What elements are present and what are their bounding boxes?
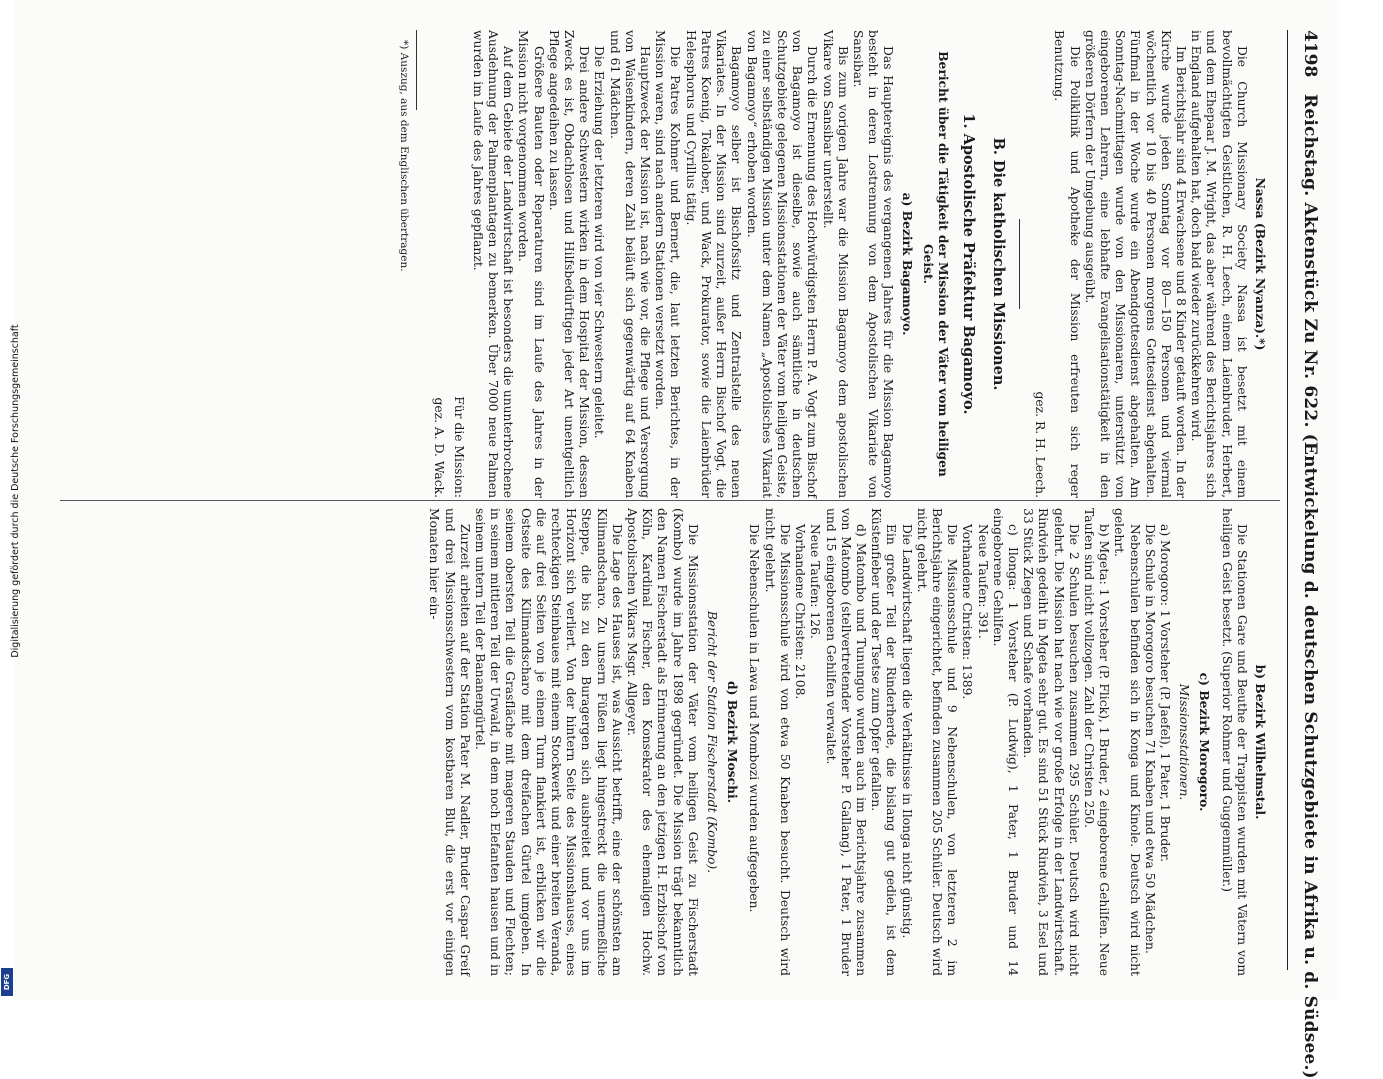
right-column (426, 508, 1274, 976)
paragraph: Die 2 Schulen besuchen zusammen 295 Schüler. Deutsch wird nicht gelehrt. Die Mission hat nach wie vor große Erfolge in der Landwirtschaft. Rindvieh gedeiht in Mgeta sehr gut. Es sind 51 Stück Rindvieh, 3 Esel und 33 Stück Ziegen und Schafe vorhanden. (1021, 508, 1081, 976)
paragraph: Durch die Ernennung des Hochwürdigsten Herrn P. A. Vogt zum Bischof von Bagamoyo ist dieselbe, sowie auch sämtliche in deutschen Schutzgebiete gelegenen Missionsstationen der Väter vom heiligen Geiste, zu einer selbständigen Mission unter dem Namen „Apostolisches Vikariat von Bagamoyo“ erhoben worden. (744, 30, 820, 498)
paragraph: Ein großer Teil der Rinderherde, die bislang gut gedieh, ist dem Küstenfieber und der Tsetse zum Opfer gefallen. (869, 508, 899, 976)
nassa-heading: Nassa (Bezirk Nyanza).*) (1253, 177, 1268, 351)
paragraph: Größere Bauten oder Reparaturen sind im Laufe des Jahres in der Mission nicht vorgenommen worden. (516, 30, 546, 498)
header-title: Reichstag. Aktenstück Zu Nr. 622. (Entwickelung d. deutschen Schutzgebiete in Afrika u. d. Südsee.) (1300, 94, 1320, 1079)
paragraph: Die Missionsschule wird von etwa 50 Knaben besucht. Deutsch wird nicht gelehrt. (762, 508, 792, 976)
paragraph: Hauptzweck der Mission ist, nach wie vor, die Pflege und Versorgung von Waisenkindern, deren Zahl beläuft sich gegenwärtig auf 64 Knaben und 61 Mädchen. (607, 30, 653, 498)
paragraph: a) Morogoro: 1 Vorsteher (P. Jaefel), 1 Pater, 1 Bruder. (1157, 524, 1172, 863)
paragraph: Auf dem Gebiete der Landwirtschaft ist besonders die ununterbrochene Ausdehnung der Palmenplantagen zu bemerken. Über 7000 neue Palmen wurden im Laufe des Jahres gepflanzt. (470, 30, 516, 498)
paragraph: Vorhandene Christen: 1389. (960, 524, 975, 700)
district-heading: a) Bezirk Bagamoyo. (899, 192, 915, 336)
paragraph: Die Lage des Hauses ist, was Aussicht betrifft, eine der schönsten am Kilimandscharo. Zu unsern Füßen liegt hingestreckt die unermeßliche Steppe, die bis zu den Buragergen sich ausbreitet und vor uns im Horizont sich verliert. Von der hintern Seite des Missionshauses, eines rechteckigen Steinbaues mit einem Stockwerk und einer breiten Veranda, die auf drei Seiten von je einem Turm flankiert ist, erblicken wir die Ostseite des Kilimandscharo mit dem dreifachen Gürtel umgeben. In seinem obersten Teil die Grasfläche mit mageren Stauden und Flechten; in seinem mittleren Teil der Urwald, in dem noch Elefanten hausen und in seinem untern Teil der Bananengürtel. (473, 508, 624, 976)
column-divider (60, 500, 1280, 501)
paragraph: Die Church Missionary Society Nassa ist besetzt mit einem bevollmächtigten Geistlichen, R. H. Leech, einem Laienbruder, Herbert, und dem Ehepaar J. M. Wright, das aber während des Berichtsjahres sich in England aufgehalten hat, doch bald wieder zurückkehren wird. (1189, 30, 1249, 498)
signature: Für die Mission: (451, 396, 466, 498)
section-subheading: Bericht über die Tätigkeit der Mission der Väter vom heiligen Geist. (920, 51, 951, 477)
section-heading: 1. Apostolische Präfektur Bagamoyo. (959, 113, 977, 415)
signature: gez. A. D. Wack. (432, 397, 447, 498)
section-rule (1019, 219, 1020, 309)
paragraph: Im Berichtsjahr sind 4 Erwachsene und 8 Kinder getauft worden. In der Kirche wurde jeden Sonntag vor 80—150 Personen und viermal wöchentlich vor 10 bis 40 Personen morgens Gottesdienst abgehalten. Fünfmal in der Woche wurde ein Abendgottesdienst abgehalten. Am Sonntag-Nachmittagen wurde von den Missionaren, unterstützt von eingeborenen Lehrern, eine lebhafte Evangelisationstätigkeit in den größeren Dörfern der Umgebung ausgeübt. (1082, 30, 1188, 498)
paragraph: Die Schule in Morogoro besuchen 71 Knaben und etwa 50 Mädchen. (1142, 524, 1157, 954)
district-heading: d) Bezirk Moschi. (725, 681, 741, 803)
paragraph: Die Erziehung der letzteren wird von vier Schwestern geleitet. (592, 46, 607, 439)
paragraph: Das Hauptereignis des vergangenen Jahres für die Mission Bagamoyo besteht in deren Lostrennung von dem Apostolischen Vikariate von Sansibar. (850, 30, 896, 498)
dfg-logo-text: DFG (3, 973, 11, 991)
dfg-logo (1, 968, 13, 996)
district-subheading: Missionsstationen. (1177, 683, 1192, 801)
paragraph: Die Poliklinik und Apotheke der Mission erfreuten sich reger Benutzung. (1052, 30, 1082, 498)
district-heading: b) Bezirk Wilhelmstal. (1253, 664, 1268, 820)
paragraph: Vorhandene Christen: 2108. (793, 524, 808, 700)
paragraph: Die Nebenschulen in Lawa und Mombozi wurden aufgegeben. (747, 524, 762, 913)
paragraph: Die Stationen Gare und Beuthe der Trappisten wurden mit Vätern vom heiligen Geist besetzt. (Superior Rohmer und Guggenmüller.) (1219, 508, 1249, 976)
digitization-gutter (0, 0, 21, 1000)
paragraph: Drei andere Schwestern wirken in dem Hospital der Mission, dessen Zweck es ist, Obdachlosen und Hilfsbedürftigen jeder Art unentgeltlich Pflege angedeihen zu lassen. (546, 30, 592, 498)
paragraph: Die Patres Kohmer und Bernert, die, laut letzten Berichtes, in der Mission waren, sind nach andern Stationen versetzt worden. (653, 30, 683, 498)
paragraph: Neue Taufen: 391. (975, 524, 990, 639)
signature: gez. R. H. Leech. (1033, 391, 1048, 498)
digitization-credit: Digitalisierung gefördert durch die Deutsche Forschungsgemeinschaft (10, 324, 21, 658)
paragraph: Die Landwirtschaft liegen die Verhältnisse in Ilonga nicht günstig. (899, 524, 914, 939)
district-heading: c) Bezirk Morogoro. (1197, 672, 1213, 812)
paragraph: Nebenschulen befinden sich in Konga und Kinole. Deutsch wird nicht gelehrt. (1112, 508, 1142, 976)
footnote: *) Auszug, aus dem Englischen übertragen. (398, 40, 411, 272)
paragraph: c) Ilonga: 1 Vorsteher (P. Ludwig), 1 Pater, 1 Bruder und 14 eingeborene Gehilfen. (990, 508, 1020, 976)
paragraph: Bis zum vorigen Jahre war die Mission Bagamoyo dem apostolischen Vikare von Sansibar unterstellt. (820, 30, 850, 498)
paragraph: b) Mgeta: 1 Vorsteher (P. Flick), 1 Bruder, 2 eingeborene Gehilfen. Neue Taufen sind nicht vollzogen. Zahl der Christen 250. (1081, 508, 1112, 976)
left-column (397, 30, 1274, 498)
district-subheading: Bericht der Station Fischerstadt (Kombo). (705, 610, 720, 874)
page-header (1287, 30, 1322, 1079)
paragraph: Die Missionsstation der Väter vom heiligen Geist zu Fischerstadt (Kombo) wurde im Jahre 1898 gegründet. Die Mission trägt bekanntlich den Namen Fischerstadt als Erinnerung an den jetzigen H. Erzbischof von Köln, Kardinal Fischer, den Konsekrator des ehemaligen Hochw. Apostolischen Vikars Msgr. Allgeyer. (625, 508, 700, 976)
footnote-rule (416, 30, 417, 110)
paragraph: d) Matombo und Tununguo wurden auch im Berichtsjahre zusammen von Matombo (stellvertretender Vorsteher P. Gallang), 1 Pater, 1 Bruder und 15 eingeborenen Gehilfen verwaltet. (823, 508, 868, 976)
paragraph: Bagamoyo selber ist Bischofssitz und Zentralstelle des neuen Vikariates. In der Mission sind zurzeit, außer Herrn Bischof Vogt, die Patres Koenig, Tokalober, und Wack, Prokurator, sowie die Laienbrüder Helesphorus und Cyrillus tätig. (683, 30, 744, 498)
paragraph: Zurzeit arbeiten auf der Station Pater M. Nadler, Bruder Caspar Greif und drei Missionsschwestern vom kostbaren Blut, die erst vor einigen Monaten hier ein- (427, 508, 472, 976)
paragraph: Die Missionsschule und 9 Nebenschulen, von letzteren 2 im Berichtsjahre eingerichtet, befinden zusammen 205 Schüler. Deutsch wird nicht gelehrt. (914, 508, 960, 976)
paragraph: Neue Taufen: 126. (808, 524, 823, 639)
page-number: 4198 (1300, 30, 1320, 78)
section-heading: B. Die katholischen Missionen. (989, 137, 1007, 391)
